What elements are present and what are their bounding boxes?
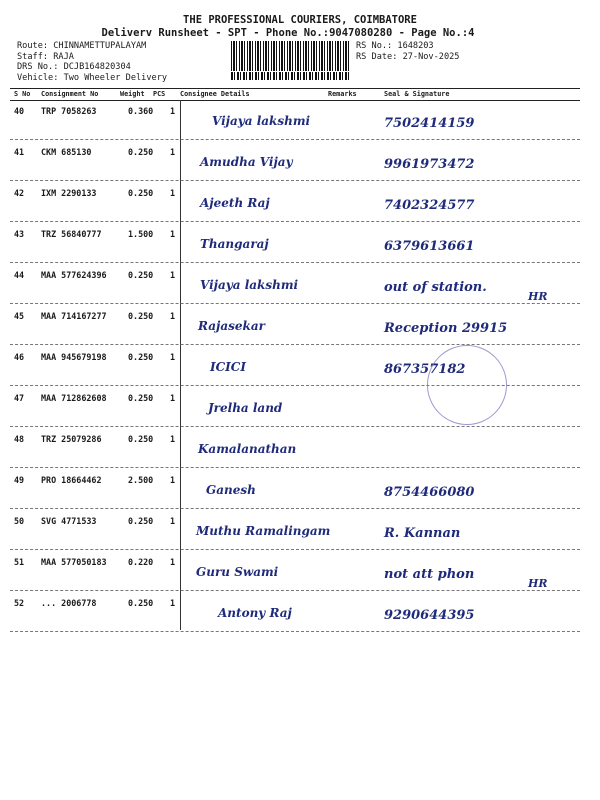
consignee-handwriting: Amudha Vijay <box>200 155 293 169</box>
cell-consignment: TRZ 25079286 <box>41 434 102 444</box>
consignee-handwriting: Rajasekar <box>198 319 265 333</box>
cell-pcs: 1 <box>170 147 176 157</box>
cell-sno: 52 <box>14 598 25 608</box>
meta-left <box>17 41 167 83</box>
cell-pcs: 1 <box>170 434 176 444</box>
cell-weight: 0.250 <box>128 352 154 362</box>
consignee-handwriting: Vijaya lakshmi <box>212 114 311 128</box>
cell-consignment: SVG 4771533 <box>41 516 97 526</box>
row-divider <box>10 262 580 263</box>
cell-pcs: 1 <box>170 106 176 116</box>
col-sno: S No <box>14 90 31 98</box>
cell-weight: 0.250 <box>128 434 154 444</box>
cell-pcs: 1 <box>170 516 176 526</box>
rs-number: RS No.: 1648203 <box>356 41 434 51</box>
cell-pcs: 1 <box>170 188 176 198</box>
col-weight: Weight <box>120 90 145 98</box>
col-pcs: PCS <box>153 90 166 98</box>
cell-sno: 41 <box>14 147 25 157</box>
cell-weight: 0.250 <box>128 270 154 280</box>
consignee-handwriting: Muthu Ramalingam <box>196 524 331 538</box>
vehicle-label: Vehicle: Two Wheeler Delivery <box>17 72 168 83</box>
cell-sno: 48 <box>14 434 25 444</box>
cell-sno: 49 <box>14 475 25 485</box>
row-divider <box>10 180 580 181</box>
cell-consignment: MAA 712862608 <box>41 393 107 403</box>
staff-label: Staff: RAJA <box>17 51 74 62</box>
signature-handwriting: not att phon <box>384 567 475 582</box>
cell-pcs: 1 <box>170 270 176 280</box>
signature-handwriting: 9961973472 <box>384 157 475 172</box>
cell-sno: 50 <box>14 516 25 526</box>
signature-handwriting: Reception 29915 <box>384 321 508 336</box>
cell-sno: 51 <box>14 557 25 567</box>
cell-consignment: ... 2006778 <box>41 598 97 608</box>
cell-sno: 44 <box>14 270 25 280</box>
consignee-handwriting: Ganesh <box>206 483 256 497</box>
consignee-handwriting: Jrelha land <box>208 401 283 415</box>
consignee-handwriting: Antony Raj <box>218 606 292 620</box>
signature-handwriting: 6379613661 <box>384 239 475 254</box>
cell-sno: 46 <box>14 352 25 362</box>
cell-pcs: 1 <box>170 352 176 362</box>
drs-label: DRS No.: DCJB164820304 <box>17 62 131 72</box>
cell-weight: 0.250 <box>128 393 154 403</box>
cell-consignment: TRZ 56840777 <box>41 229 102 239</box>
signature-handwriting: 867357182 <box>384 362 466 377</box>
row-divider <box>10 590 580 591</box>
signature-handwriting: 7402324577 <box>384 198 475 213</box>
row-divider <box>10 426 580 427</box>
meta-right <box>356 41 459 62</box>
delivery-stamp <box>427 345 507 425</box>
cell-pcs: 1 <box>170 311 176 321</box>
signature-handwriting: 8754466080 <box>384 485 475 500</box>
cell-weight: 2.500 <box>128 475 154 485</box>
cell-weight: 0.250 <box>128 598 154 608</box>
consignee-handwriting: Vijaya lakshmi <box>200 278 299 292</box>
cell-weight: 0.250 <box>128 311 154 321</box>
col-remarks: Remarks <box>328 90 357 98</box>
row-divider <box>10 139 580 140</box>
cell-consignment: MAA 714167277 <box>41 311 107 321</box>
cell-pcs: 1 <box>170 393 176 403</box>
table-header <box>10 88 580 100</box>
col-consignee: Consignee Details <box>180 90 250 98</box>
cell-weight: 0.250 <box>128 516 154 526</box>
route-label: Route: CHINNAMETTUPALAYAM <box>17 41 147 51</box>
cell-consignment: IXM 2290133 <box>41 188 97 198</box>
barcode-strip <box>231 72 351 80</box>
signature-handwriting: out of station. <box>384 280 487 295</box>
signature-handwriting: 7502414159 <box>384 116 475 131</box>
cell-consignment: PRO 18664462 <box>41 475 102 485</box>
cell-consignment: TRP 7058263 <box>41 106 97 116</box>
row-divider <box>10 508 580 509</box>
cell-weight: 0.360 <box>128 106 154 116</box>
consignee-handwriting: Ajeeth Raj <box>200 196 270 210</box>
signature-handwriting: R. Kannan <box>384 526 461 541</box>
cell-consignment: MAA 945679198 <box>41 352 107 362</box>
cell-sno: 47 <box>14 393 25 403</box>
cell-sno: 42 <box>14 188 25 198</box>
row-divider <box>10 549 580 550</box>
consignee-handwriting: ICICI <box>210 360 246 374</box>
cell-sno: 45 <box>14 311 25 321</box>
rs-date: RS Date: 27-Nov-2025 <box>356 51 460 62</box>
note-handwriting: HR <box>528 577 548 590</box>
col-consignment: Consignment No <box>41 90 99 98</box>
cell-sno: 40 <box>14 106 25 116</box>
row-divider <box>10 344 580 345</box>
col-signature: Seal & Signature <box>384 90 450 98</box>
cell-weight: 0.250 <box>128 188 154 198</box>
row-divider <box>10 631 580 632</box>
consignee-handwriting: Kamalanathan <box>198 442 297 456</box>
cell-pcs: 1 <box>170 475 176 485</box>
cell-consignment: CKM 685130 <box>41 147 92 157</box>
cell-pcs: 1 <box>170 598 176 608</box>
cell-consignment: MAA 577050183 <box>41 557 107 567</box>
row-divider <box>10 467 580 468</box>
cell-weight: 1.500 <box>128 229 154 239</box>
consignee-handwriting: Guru Swami <box>196 565 279 579</box>
cell-weight: 0.220 <box>128 557 154 567</box>
cell-pcs: 1 <box>170 557 176 567</box>
row-divider <box>10 221 580 222</box>
barcode <box>231 41 351 71</box>
cell-pcs: 1 <box>170 229 176 239</box>
note-handwriting: HR <box>528 290 548 303</box>
signature-handwriting: 9290644395 <box>384 608 475 623</box>
table-row <box>10 592 580 640</box>
consignee-handwriting: Thangaraj <box>200 237 269 251</box>
cell-sno: 43 <box>14 229 25 239</box>
cell-consignment: MAA 577624396 <box>41 270 107 280</box>
row-divider <box>10 303 580 304</box>
runsheet-subtitle: Deliverv Runsheet - SPT - Phone No.:9047080280 - Page No.:4 <box>101 27 475 39</box>
company-title: THE PROFESSIONAL COURIERS, COIMBATORE <box>183 14 417 26</box>
cell-weight: 0.250 <box>128 147 154 157</box>
